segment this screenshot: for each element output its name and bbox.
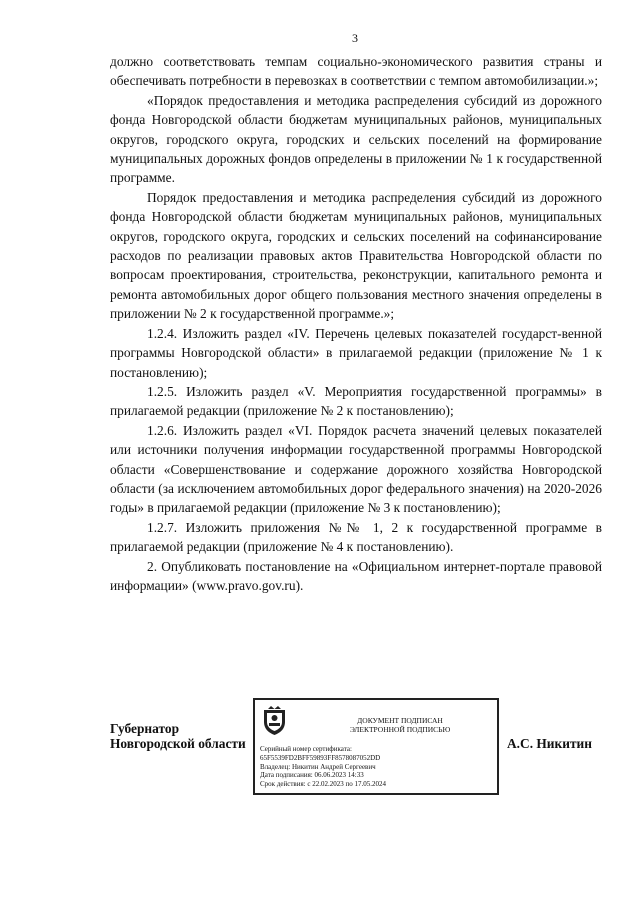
- paragraph-5: 1.2.5. Изложить раздел «V. Мероприятия государственной программы» в прилагаемой редакции (приложение № 2 к постановлению);: [110, 383, 602, 419]
- signatory-name: А.С. Никитин: [507, 736, 592, 751]
- stamp-title-line-2: ЭЛЕКТРОННОЙ ПОДПИСЬЮ: [349, 725, 451, 734]
- paragraph-3: Порядок предоставления и методика распределения субсидий из дорожного фонда Новгородской области бюджетам муниципальных районов, муниципальных округов, городского округа, городских и сельских поселений на софинансирование расходов по реализации правовых актов Правительства Новгородской области по вопросам проектирования, строительства, реконструкции, капитального ремонта и ремонта автомобильных дорог общего пользования местного значения определены в приложении № 2 к государственной программе.»;: [110, 189, 602, 322]
- page-number: 3: [352, 31, 358, 45]
- stamp-title: [305, 716, 495, 734]
- electronic-signature-stamp: [253, 698, 499, 795]
- paragraph-1: должно соответствовать темпам социально-экономического развития страны и обеспечивать потребности в перевозках в соответствии с темпом автомобилизации.»;: [110, 54, 602, 89]
- cert-owner: Владелец: Никитин Андрей Сергеевич: [260, 762, 376, 771]
- paragraph-8: 2. Опубликовать постановление на «Официальном интернет-портале правовой информации» (www.pravo.gov.ru).: [110, 558, 602, 593]
- document-body: [110, 52, 602, 595]
- position-line-2: Новгородской области: [110, 736, 246, 751]
- paragraph-6: 1.2.6. Изложить раздел «VI. Порядок расчета значений целевых показателей или источники получения информации государственной программы Новгородской области «Совершенствование и содержание дорожного хозяйства Новгородской области (за исключением автомобильных дорог федерального значения) на 2020-2026 годы» в прилагаемой редакции (приложение № 3 к постановлению);: [110, 422, 602, 516]
- cert-validity: Срок действия: с 22.02.2023 по 17.05.2024: [260, 780, 386, 789]
- paragraph-4: 1.2.4. Изложить раздел «IV. Перечень целевых показателей государст-венной программы Новгородской области» в прилагаемой редакции (приложение № 1 к постановлению);: [110, 325, 602, 380]
- coat-of-arms-icon: [262, 706, 287, 736]
- position-line-1: Губернатор: [110, 721, 180, 736]
- cert-label: Серийный номер сертификата:: [260, 745, 352, 753]
- paragraph-7: 1.2.7. Изложить приложения №№ 1, 2 к государственной программе в прилагаемой редакции (приложение № 4 к постановлению).: [110, 519, 602, 555]
- signed-date: Дата подписания: 06.06.2023 14:33: [260, 771, 364, 780]
- signatory-position: [110, 721, 246, 751]
- certificate-details: [260, 745, 386, 789]
- cert-number: 65F5539FD2BFF59893FF8578087052DD: [260, 753, 381, 762]
- stamp-title-line-1: ДОКУМЕНТ ПОДПИСАН: [357, 716, 443, 725]
- paragraph-2: «Порядок предоставления и методика распределения субсидий из дорожного фонда Новгородской области бюджетам муниципальных районов, муниципальных округов, городского округа, городских и сельских поселений на формирование муниципальных дорожных фондов определены в приложении № 1 к государственной программе.: [110, 92, 602, 186]
